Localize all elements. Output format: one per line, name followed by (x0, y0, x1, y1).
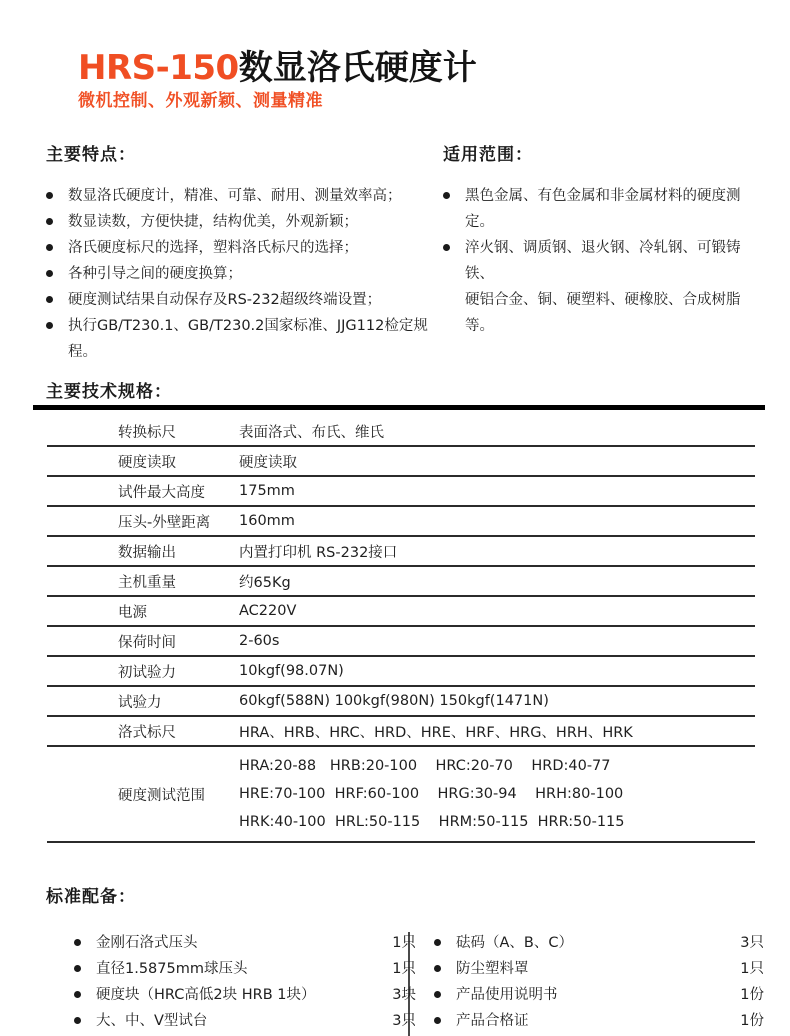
spec-value: 175mm (237, 476, 755, 506)
list-item-label (465, 235, 763, 339)
product-title-block (78, 48, 738, 112)
bullet-icon (434, 991, 441, 998)
spec-value: 内置打印机 RS-232接口 (237, 536, 755, 566)
table-row (47, 476, 755, 506)
config-list-right (434, 930, 764, 1034)
spec-label: 试验力 (47, 686, 237, 716)
table-row (47, 716, 755, 746)
product-tagline: 微机控制、外观新颖、测量精准 (78, 91, 323, 111)
config-item-qty: 3只 (740, 935, 764, 951)
list-item-line: 硬铝合金、铜、硬塑料、硬橡胶、合成树脂等。 (465, 292, 741, 334)
bullet-icon (46, 244, 53, 251)
list-item (74, 982, 416, 1008)
scope-list (443, 183, 763, 339)
spec-label: 硬度读取 (47, 446, 237, 476)
config-item-qty: 1只 (740, 961, 764, 977)
bullet-icon (46, 322, 53, 329)
specs-table (47, 417, 755, 843)
spec-label: 初试验力 (47, 656, 237, 686)
page-title (78, 48, 738, 88)
bullet-icon (46, 270, 53, 277)
specs-table-top-rule (33, 405, 765, 410)
table-row (47, 626, 755, 656)
config-area (46, 930, 764, 1036)
table-row (47, 686, 755, 716)
config-item-name: 砝码（A、B、C） (456, 935, 573, 951)
list-item-line: 淬火钢、调质钢、退火钢、冷轧钢、可锻铸铁、 (465, 240, 741, 282)
spec-label: 数据输出 (47, 536, 237, 566)
specs-table-wrapper (33, 405, 765, 843)
hardness-range-line: HRA:20-88 HRB:20-100 HRC:20-70 HRD:40-77 (239, 758, 611, 774)
features-list (46, 183, 436, 365)
config-item-name: 产品合格证 (456, 1013, 529, 1029)
spec-label: 试件最大高度 (47, 476, 237, 506)
spec-value: 硬度读取 (237, 446, 755, 476)
list-item-label: 各种引导之间的硬度换算； (68, 266, 242, 282)
config-item-name: 硬度块（HRC高低2块 HRB 1块） (96, 987, 316, 1003)
bullet-icon (74, 991, 81, 998)
bullet-icon (46, 218, 53, 225)
table-row (47, 566, 755, 596)
hardness-range-line: HRK:40-100 HRL:50-115 HRM:50-115 HRR:50-115 (239, 814, 625, 830)
config-item-name: 产品使用说明书 (456, 987, 558, 1003)
table-row (47, 536, 755, 566)
config-item-name: 金刚石洛式压头 (96, 935, 198, 951)
bullet-icon (443, 192, 450, 199)
spec-label: 洛式标尺 (47, 716, 237, 746)
spec-value: 160mm (237, 506, 755, 536)
scope-heading: 适用范围： (443, 145, 533, 165)
product-model: HRS-150 (78, 48, 239, 88)
spec-value: HRA、HRB、HRC、HRD、HRE、HRF、HRG、HRH、HRK (237, 716, 755, 746)
bullet-icon (74, 965, 81, 972)
list-item-line: 黑色金属、有色金属和非金属材料的硬度测定。 (465, 188, 741, 230)
bullet-icon (434, 1017, 441, 1024)
table-row (47, 596, 755, 626)
bullet-icon (74, 939, 81, 946)
spec-value: 60kgf(588N) 100kgf(980N) 150kgf(1471N) (237, 686, 755, 716)
list-item (74, 956, 416, 982)
table-row (47, 656, 755, 686)
hardness-range-line: HRE:70-100 HRF:60-100 HRG:30-94 HRH:80-100 (239, 786, 624, 802)
list-item-label: 洛氏硬度标尺的选择，塑料洛氏标尺的选择； (68, 240, 358, 256)
specs-heading: 主要技术规格： (46, 382, 172, 402)
list-item-label: 数显洛氏硬度计，精准、可靠、耐用、测量效率高； (68, 188, 402, 204)
spec-value (237, 746, 755, 842)
spec-label: 保荷时间 (47, 626, 237, 656)
spec-value: 约65Kg (237, 566, 755, 596)
spec-label: 电源 (47, 596, 237, 626)
spec-label: 主机重量 (47, 566, 237, 596)
bullet-icon (74, 1017, 81, 1024)
config-list-left (74, 930, 416, 1034)
table-row (47, 506, 755, 536)
config-item-qty: 1份 (740, 987, 764, 1003)
spec-label: 转换标尺 (47, 417, 237, 446)
spec-label: 压头-外壁距离 (47, 506, 237, 536)
list-item (434, 1008, 764, 1034)
bullet-icon (434, 939, 441, 946)
config-item-name: 大、中、V型试台 (96, 1013, 208, 1029)
bullet-icon (46, 296, 53, 303)
list-item-label (465, 183, 763, 235)
features-heading: 主要特点： (46, 145, 136, 165)
spec-label: 硬度测试范围 (47, 746, 237, 842)
table-row (47, 746, 755, 842)
list-item (434, 982, 764, 1008)
list-item (74, 1008, 416, 1034)
spec-value: 2-60s (237, 626, 755, 656)
list-item (46, 261, 436, 287)
bullet-icon (443, 244, 450, 251)
list-item (46, 209, 436, 235)
table-row (47, 446, 755, 476)
list-item (46, 313, 436, 365)
spec-value: 10kgf(98.07N) (237, 656, 755, 686)
product-name: 数显洛氏硬度计 (238, 48, 477, 88)
config-item-qty: 1份 (740, 1013, 764, 1029)
list-item-label: 数显读数，方便快捷，结构优美，外观新颖； (68, 214, 358, 230)
spec-value: AC220V (237, 596, 755, 626)
config-item-qty: 1只 (392, 935, 416, 951)
table-row (47, 417, 755, 446)
list-item (434, 930, 764, 956)
list-item (46, 183, 436, 209)
list-item-label: 硬度测试结果自动保存及RS-232超级终端设置； (68, 292, 382, 308)
list-item (74, 930, 416, 956)
config-item-qty: 3块 (392, 987, 416, 1003)
list-item (443, 235, 763, 339)
list-item (434, 956, 764, 982)
list-item (443, 183, 763, 235)
list-item-label: 执行GB/T230.1、GB/T230.2国家标准、JJG112检定规程。 (68, 318, 428, 360)
config-item-name: 直径1.5875mm球压头 (96, 961, 248, 977)
list-item (46, 235, 436, 261)
config-heading: 标准配备： (46, 887, 136, 907)
config-item-qty: 3只 (392, 1013, 416, 1029)
list-item (46, 287, 436, 313)
bullet-icon (46, 192, 53, 199)
spec-value: 表面洛式、布氏、维氏 (237, 417, 755, 446)
bullet-icon (434, 965, 441, 972)
config-item-qty: 1只 (392, 961, 416, 977)
config-item-name: 防尘塑料罩 (456, 961, 529, 977)
